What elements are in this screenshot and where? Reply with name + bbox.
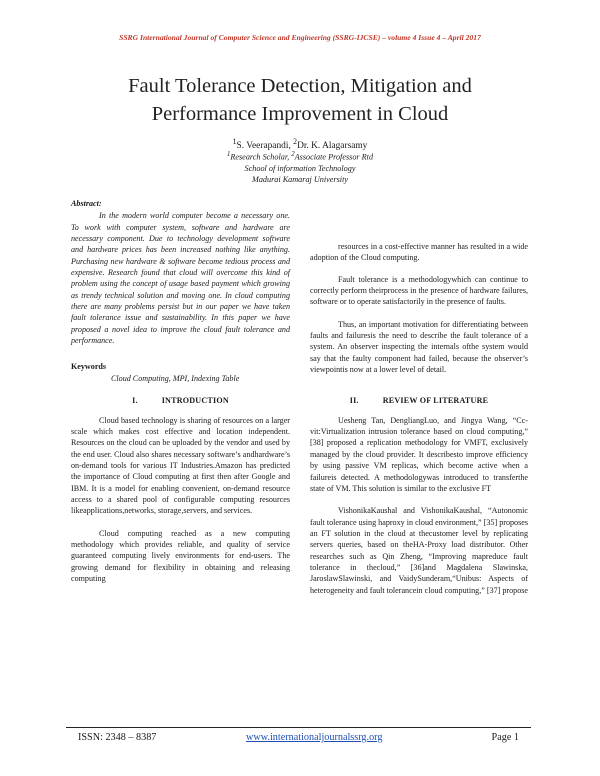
- section-intro-heading: [71, 395, 290, 406]
- role-2-superscript: 2: [291, 151, 295, 158]
- right-column: [310, 241, 528, 607]
- footer-page-number: Page 1: [491, 732, 519, 743]
- intro-paragraph-2: Cloud computing reached as a new computing methodology which provides reliable, and quality of service guaranteed computing lively environments for end-users. The growing demand for flexibility in obtaining and releasing computing: [71, 528, 290, 583]
- affiliation-block: [100, 149, 500, 185]
- right-paragraph-2: Fault tolerance is a methodologywhich can continue to correctly perform theirprocess in the presence of hardware failures, software or to operate satisfactorily in the presence of faults.: [310, 274, 528, 307]
- review-paragraph-1: Uesheng Tan, DengliangLuo, and Jingya Wang, “Cc-vit:Virtualization intrusion tolerance based on cloud computing,” [38] proposed a replication methodology for VMFT, exclusively managed by the cloud provider. It describesto improve efficiency by using passive VM replicas, which become active when a failureis detected. A methodologywas introduced to transferthe state of VM. This solution is similar to the exclusive FT: [310, 415, 528, 493]
- review-paragraph-2: VishonikaKaushal and VishonikaKaushal, “Autonomic fault tolerance using haproxy in cloud environment,” [35] proposes an FT solution in the cloud at thecustomer level by replicating servers queries, based on theHA-Proxy load distributor. Other researches such as Qin Zheng, “Improving mapreduce fault tolerance in thecloud,” [36]and Magdalena Slawinska, JaroslawSlawinski, and VaidySunderam,“Unibus: Aspects of heterogeneity and fault tolerancein cloud computing,” [37] propose: [310, 506, 529, 595]
- section-review-number: II.: [349, 396, 359, 406]
- title-line-1: Fault Tolerance Detection, Mitigation and: [128, 75, 472, 97]
- left-column: [71, 198, 290, 595]
- role-1-superscript: 1: [226, 151, 231, 158]
- section-review-title: REVIEW OF LITERATURE: [382, 396, 489, 406]
- footer-journal-link[interactable]: www.internationaljournalssrg.org: [246, 732, 383, 743]
- paper-title: [60, 72, 540, 128]
- role-1: Research Scholar,: [230, 152, 292, 162]
- right-paragraph-1: resources in a cost-effective manner has resulted in a wide adoption of the Cloud computing.: [310, 242, 528, 263]
- abstract-body: In the modern world computer become a necessary one. To work with computer system, software and hardware are necessary component. Due to technology development software and hardware prices has been increased nothing like anything. Purchasing new hardware & software become tedious process and expensive. Research found that cloud will overcome this kind of problem using the concept of usage based payment which growing as trendy technical solution and moving one. In cloud computing there are many problems persist but in our paper we have taken fault tolerance issue and sustainability. In this paper we have proposed a novel idea to improve the cloud fault tolerance and performance.: [71, 211, 290, 346]
- affiliation-roles: [100, 149, 500, 163]
- abstract-heading: Abstract:: [71, 199, 102, 208]
- author-1-name: S. Veerapandi,: [236, 141, 294, 152]
- affiliation-school: School of information Technology: [244, 163, 356, 173]
- intro-paragraph-1: Cloud based technology is sharing of resources on a larger scale which makes cost effective and location independent. Resources on the cloud can be uploaded by the vendor and used by the end user. Cloud also shares necessary software’s andhardware’s on-demand tools for various IT Industries.Amazon has predicted the importance of Cloud computing at first then after Google and IBM. It is a model for enabling convenient, on-demand resource access to a shared pool of configurable computing resources likeapplications,networks, storage,servers, and services.: [71, 415, 290, 516]
- footer-issn: ISSN: 2348 – 8387: [78, 732, 157, 743]
- author-1-superscript: 1: [232, 137, 237, 146]
- role-2: Associate Professor Rtd: [294, 152, 374, 162]
- author-2-name: Dr. K. Alagarsamy: [297, 141, 368, 152]
- keywords-body: Cloud Computing, MPI, Indexing Table: [111, 373, 240, 383]
- section-review-heading: [310, 395, 528, 406]
- title-line-2: Performance Improvement in Cloud: [151, 103, 449, 125]
- section-intro-title: INTRODUCTION: [161, 396, 229, 406]
- right-paragraph-3: Thus, an important motivation for differentiating between faults and failuresis the need to describe the fault tolerance of a system. An observer inspecting the internals ofthe system would say that the faulty component had failed, because the observer’s viewpointis now at a lower level of detail.: [310, 319, 528, 375]
- author-2-superscript: 2: [293, 137, 298, 146]
- keywords-heading: Keywords: [71, 362, 107, 372]
- affiliation-university: Madurai Kamaraj University: [252, 174, 348, 184]
- footer-divider: [66, 727, 531, 728]
- journal-header: SSRG International Journal of Computer Science and Engineering (SSRG-IJCSE) – volume 4 Issue 4 – April 2017: [119, 33, 481, 42]
- section-intro-number: I.: [132, 396, 138, 406]
